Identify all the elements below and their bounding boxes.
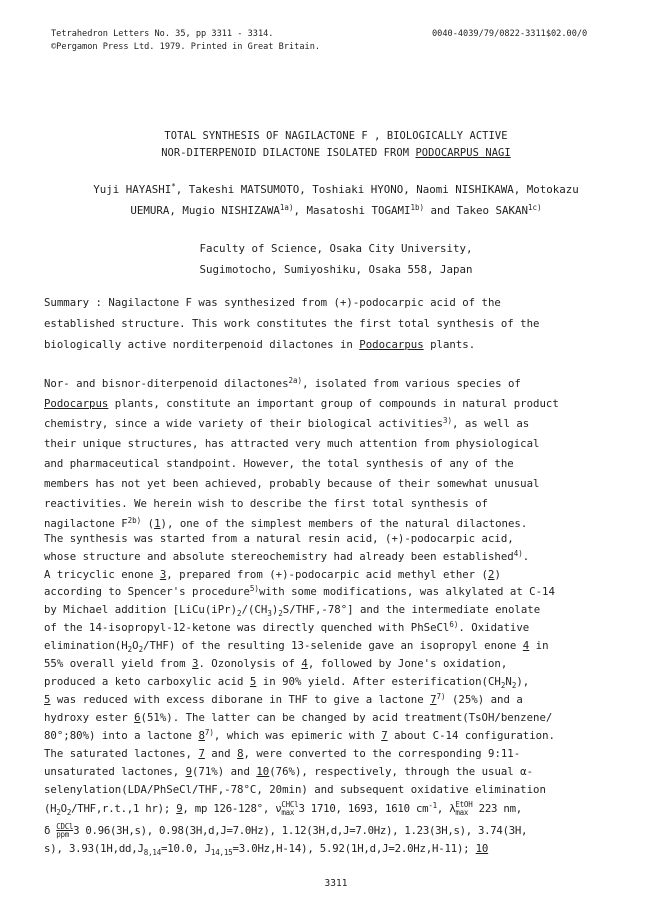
affiliation-line-1: Faculty of Science, Osaka City University, xyxy=(199,242,473,255)
text-line: of the 14-isopropyl-12-ketone was directly quenched with PhSeCl$^{6)}$. Oxidative xyxy=(44,620,530,634)
journal-citation: Tetrahedron Letters No. 35, pp 3311 - 3314. xyxy=(51,29,274,39)
copyright-line: ©Pergamon Press Ltd. 1979. Printed in Great Britain. xyxy=(51,42,321,52)
summary-line: established structure. This work constitutes the first total synthesis of the xyxy=(44,317,540,330)
text-line: unsaturated lactones, 9(71%) and 10(76%), respectively, through the usual α- xyxy=(44,765,534,778)
authors-line-2: UEMURA, Mugio $NISHIZAWA^{1a)}$, Masatoshi $TOGAMI^{1b)}$ and Takeo $SAKAN^{1c)}$ xyxy=(130,203,542,217)
text-line: hydroxy ester 6(51%). The latter can be changed by acid treatment(TsOH/benzene/ xyxy=(44,711,553,724)
summary-line: biologically active norditerpenoid dilactones in Podocarpus plants. xyxy=(44,338,476,351)
text-line: 80°;80%) into a lactone 8$^{7)}$, which was epimeric with 7 about C-14 configuration. xyxy=(44,728,555,742)
page-number: 3311 xyxy=(324,878,348,889)
text-line: nagilactone $F^{2b)}$ (1), one of the simplest members of the natural dilactones. xyxy=(44,516,528,530)
text-line: produced a keto carboxylic acid 5 in 90% yield. After $esterification(CH_2N_2)$, xyxy=(44,675,530,690)
text-line: A tricyclic enone 3, prepared from (+)-podocarpic acid methyl ether (2) xyxy=(44,568,501,581)
text-line: $elimination(H_2O_2/THF)$ of the resulting 13-selenide gave an isopropyl enone 4 in xyxy=(44,639,549,654)
authors-line-1: Yuji HAYASHI*, Takeshi MATSUMOTO, Toshiaki HYONO, Naomi NISHIKAWA, Motokazu xyxy=(93,182,579,196)
summary-line: Summary : Nagilactone F was synthesized from (+)-podocarpic acid of the xyxy=(44,296,501,309)
article-code: 0040-4039/79/0822-3311$02.00/0 xyxy=(432,29,588,39)
text-line: their unique structures, has attracted very much attention from physiological xyxy=(44,437,540,450)
text-line: δ CDCl ppm 3 0.96(3H,s), 0.98(3H,d,J=7.0Hz), 1.12(3H,d,J=7.0Hz), 1.23(3H,s), 3.74(3H, xyxy=(44,822,528,839)
text-line: by Michael addition $[LiCu(iPr)_2/(CH_3)_2S/THF,-78^\circ]$ and the intermediate enolate xyxy=(44,603,541,618)
text-line: selenylation(LDA/PhSeCl/THF,-78°C, 20min) and subsequent oxidative elimination xyxy=(44,783,546,796)
text-line: 55% overall yield from 3. Ozonolysis of 4, followed by Jone's oxidation, xyxy=(44,657,508,670)
title-line-2: NOR-DITERPENOID DILACTONE ISOLATED FROM PODOCARPUS NAGI xyxy=(161,147,511,159)
text-line: and pharmaceutical standpoint. However, the total synthesis of any of the xyxy=(44,457,514,470)
text-line: 5 was reduced with excess diborane in THF to give a lactone 7$^{7)}$ (25%) and a xyxy=(44,692,523,706)
text-line: s), $3.93(1H,dd,J_{8,14}=10.0$, $J_{14,15}=3.0Hz,H-14$), 5.92(1H,d,J=2.0Hz,H-11); 10 xyxy=(44,842,489,857)
text-line: The synthesis was started from a natural resin acid, (+)-podocarpic acid, xyxy=(44,532,514,545)
text-line: whose structure and absolute stereochemistry had already been established$^{4)}$. xyxy=(44,549,530,563)
text-line: according to Spencer's procedure$^{5)}$with some modifications, was alkylated at C-14 xyxy=(44,584,555,598)
title-line-1: TOTAL SYNTHESIS OF NAGILACTONE F , BIOLOGICALLY ACTIVE xyxy=(164,130,508,142)
text-line: chemistry, since a wide variety of their biological activities$^{3)}$, as well as xyxy=(44,416,530,430)
affiliation-line-2: Sugimotocho, Sumiyoshiku, Osaka 558, Japan xyxy=(199,263,473,276)
text-line: reactivities. We herein wish to describe the first total synthesis of xyxy=(44,497,488,510)
text-line: members has not yet been achieved, probably because of their somewhat unusual xyxy=(44,477,540,490)
text-line: Podocarpus plants, constitute an important group of compounds in natural product xyxy=(44,397,559,410)
text-line: Nor- and bisnor-diterpenoid dilactones$^{2a)}$, isolated from various species of xyxy=(44,376,521,390)
text-line: ($H_2O_2/THF,r.t.,1$ hr); 9, mp 126-128°, ν CHCl max 3 1710, 1693, 1610 $cm^{-1}$, λ EtOH max 223 nm, xyxy=(44,800,522,817)
text-line: The saturated lactones, 7 and 8, were converted to the corresponding 9:11- xyxy=(44,747,521,760)
